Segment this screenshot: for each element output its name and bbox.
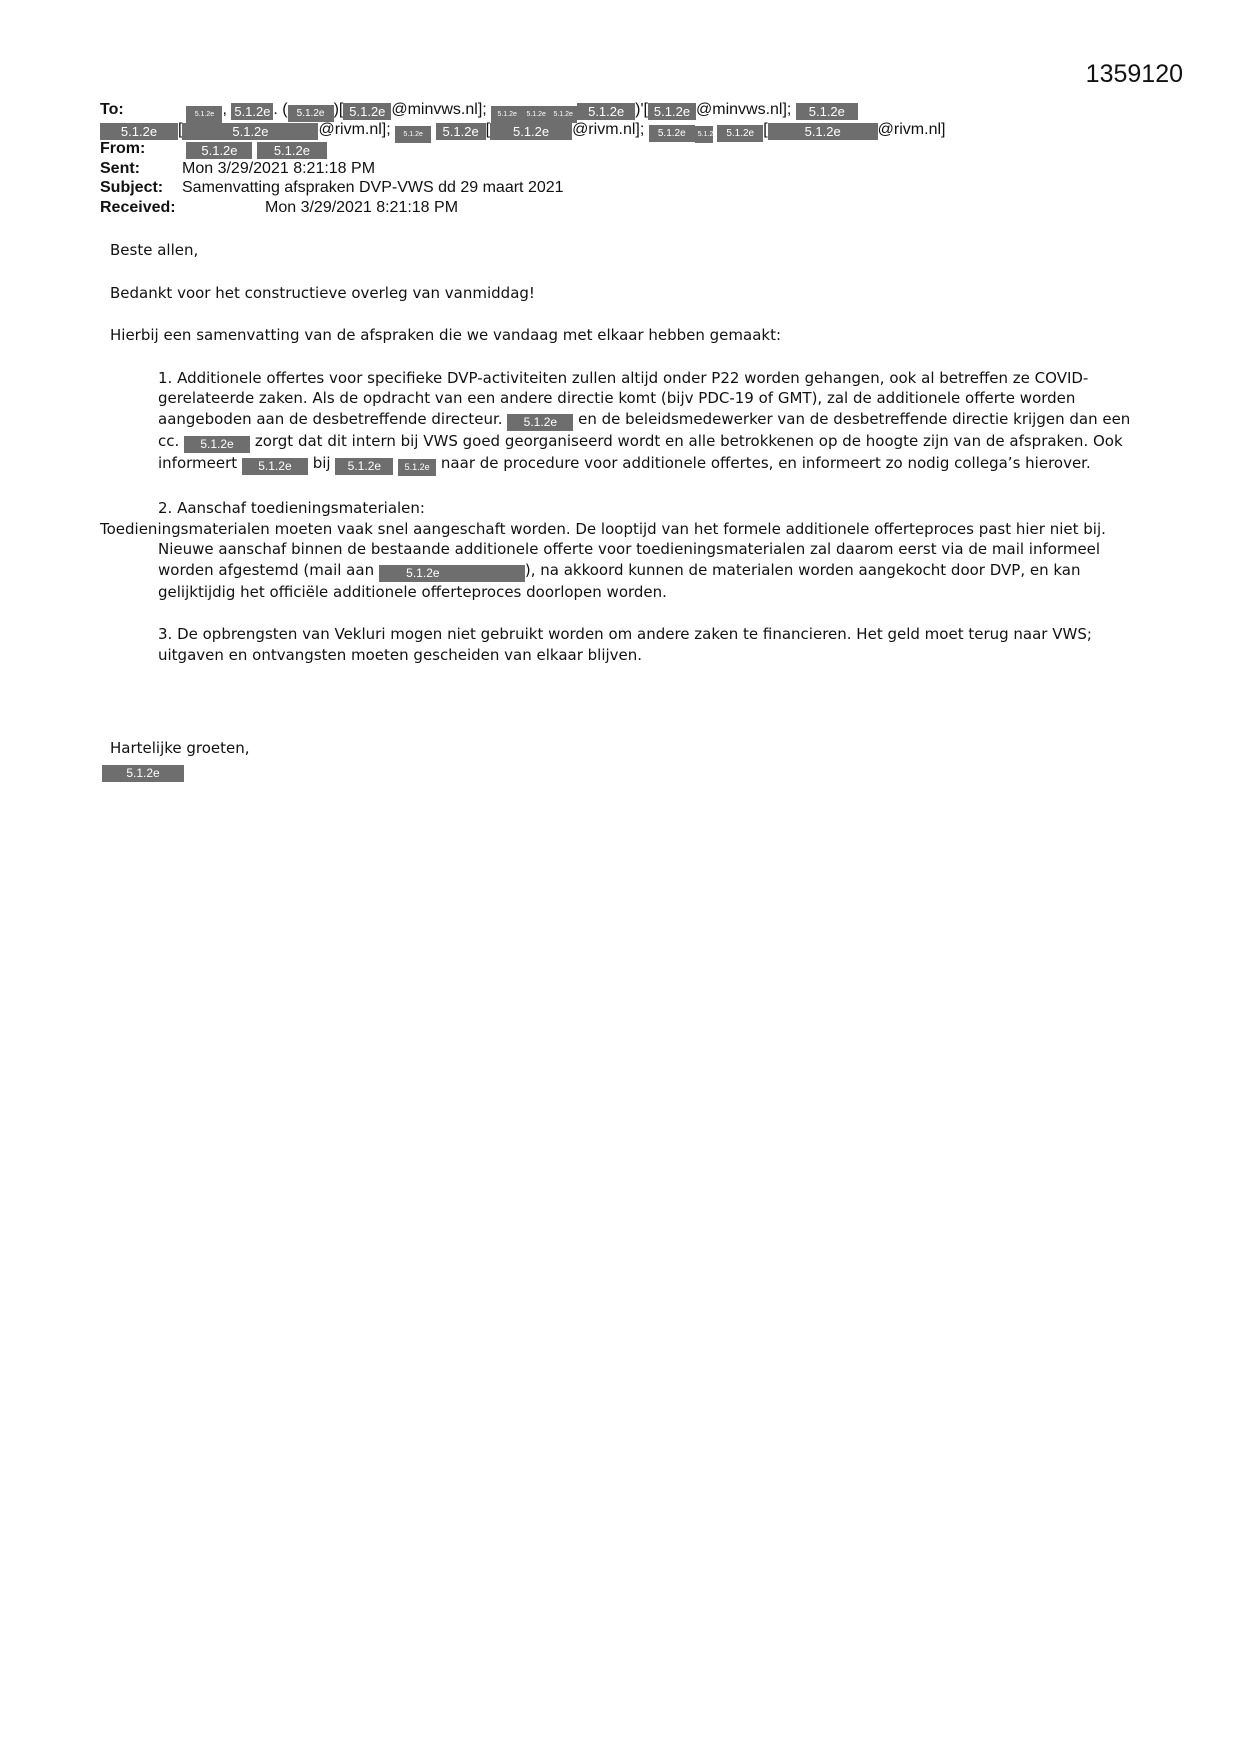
to-rivm-3: @rivm.nl]: [877, 120, 946, 138]
to-line-2: 5.1.2e [ 5.1.2e @rivm.nl]; 5.1.2e 5.1.2e [ 5.1.2e @rivm.nl]; 5.1.2e 5.1.2e 5.1.2e [ 5.1.2e @rivm.nl]: [100, 120, 1180, 140]
intro-line: Hierbij een samenvatting van de afspraken die we vandaag met elkaar hebben gemaakt:: [110, 326, 782, 345]
redaction: 5.1.2e: [490, 123, 572, 140]
subject-line: [100, 178, 1180, 198]
thanks-line: Bedankt voor het constructieve overleg van vanmiddag!: [110, 283, 535, 302]
item1-text-d: bij: [312, 453, 331, 472]
redaction: 5.1.2e: [649, 125, 695, 142]
redaction: 5.1.2e: [100, 123, 178, 140]
to-line-1: To: 5.1.2e , 5.1.2e . ( 5.1.2e )[ 5.1.2e @minvws.nl]; 5.1.2e 5.1.2e 5.1.2e 5.1.2e )'[ 5.1.2e @minvws.nl]; 5.1.2e: [100, 100, 1180, 120]
item1-text-a: 1. Additionele offertes voor specifieke DVP-activiteiten zullen altijd onder P22 worden gehangen, ook al betreffen ze COVID-gerelateerde zaken. Als de opdracht van een andere directie komt (bijv PDC-19 of GMT), zal de additionele offerte worden aangeboden aan de desbetreffende directeur.: [158, 368, 1089, 428]
redaction: 5.1.2e: [343, 103, 391, 120]
redaction: 5.1.2e: [436, 123, 486, 140]
sent-line: [100, 159, 1180, 179]
item1-text-b: en de beleidsmedewerker van de desbetreffende directie krijgen dan een cc.: [158, 409, 1131, 450]
item2-text-a: Toedieningsmaterialen moeten vaak snel aangeschaft worden. De looptijd van het formele additionele offerteproces past hier niet bij. Nieuwe aanschaf binnen de bestaande additionele offerte voor toedieningsmaterialen zal daarom eerst via de mail informeel worden afgestemd (mail aan: [100, 519, 1106, 579]
redaction: 5.1.2e: [507, 414, 573, 431]
redaction: 5.1.2e: [717, 125, 763, 142]
redaction: 5.1.2e: [549, 106, 577, 123]
from-line: [100, 139, 1180, 159]
redaction: 5.1.2e: [335, 458, 393, 475]
redaction: 5.1.2e: [186, 106, 222, 123]
to-minvws-1: @minvws.nl];: [391, 101, 487, 118]
redaction: 5.1.2e: [184, 436, 250, 453]
subject-value: Samenvatting afspraken DVP-VWS dd 29 maart 2021: [182, 179, 564, 196]
redaction: 5.1.2e: [491, 106, 523, 123]
closing-line: Hartelijke groeten,: [110, 738, 250, 757]
redaction: 5.1.2e: [379, 565, 525, 582]
signature: [102, 760, 1150, 782]
redaction: 5.1.2e: [186, 142, 252, 159]
redaction: 5.1.2e: [648, 103, 696, 120]
agreement-item-1: [158, 368, 1138, 476]
item1-text-c: zorgt dat dit intern bij VWS goed georganiseerd wordt en alle betrokkenen op de hoogte zijn van de afspraken. Ook informeert: [158, 431, 1123, 472]
from-label: From:: [100, 140, 146, 157]
to-minvws-2: @minvws.nl];: [696, 101, 792, 118]
redaction: 5.1.2e: [231, 103, 273, 120]
to-label: To:: [100, 101, 124, 118]
sent-value: Mon 3/29/2021 8:21:18 PM: [182, 159, 376, 177]
received-line: [100, 198, 1180, 218]
email-body: [100, 240, 1150, 782]
item2-text: [100, 519, 1138, 603]
redaction: 5.1.2e: [242, 458, 308, 475]
redaction: 5.1.2e: [577, 103, 635, 120]
redaction: 5.1.2e: [395, 126, 431, 143]
to-rivm-2: @rivm.nl];: [572, 120, 645, 138]
redaction: 5.1.2e: [695, 126, 713, 143]
redaction: 5.1.2e: [257, 142, 327, 159]
redaction: 5.1.2e: [398, 459, 436, 476]
to-rivm-1: @rivm.nl];: [318, 120, 391, 138]
email-header: [100, 100, 1180, 217]
redaction: 5.1.2e: [102, 765, 184, 782]
agreement-item-2: [100, 498, 1138, 602]
redaction: 5.1.2e: [182, 123, 318, 140]
item2-text-b: ), na akkoord kunnen de materialen worden aangekocht door DVP, en kan gelijktijdig het officiële additionele offerteproces doorlopen worden.: [158, 560, 1081, 601]
redaction: 5.1.2e: [523, 106, 549, 123]
redaction: 5.1.2e: [768, 123, 878, 140]
greeting: Beste allen,: [110, 241, 199, 259]
redaction: 5.1.2e: [288, 105, 334, 122]
item1-text-e: naar de procedure voor additionele offertes, en informeert zo nodig collega’s hierover.: [440, 453, 1091, 472]
item2-title: 2. Aanschaf toedieningsmaterialen:: [158, 498, 425, 517]
subject-label: Subject:: [100, 179, 164, 196]
received-label: Received:: [100, 198, 176, 216]
agreement-item-3: 3. De opbrengsten van Vekluri mogen niet gebruikt worden om andere zaken te financieren. Het geld moet terug naar VWS; uitgaven en ontvangsten moeten gescheiden van elkaar blijven.: [158, 625, 1092, 664]
document-number: 1359120: [1085, 60, 1183, 88]
redaction: 5.1.2e: [796, 103, 858, 120]
received-value: Mon 3/29/2021 8:21:18 PM: [265, 198, 459, 216]
sent-label: Sent:: [100, 159, 140, 177]
